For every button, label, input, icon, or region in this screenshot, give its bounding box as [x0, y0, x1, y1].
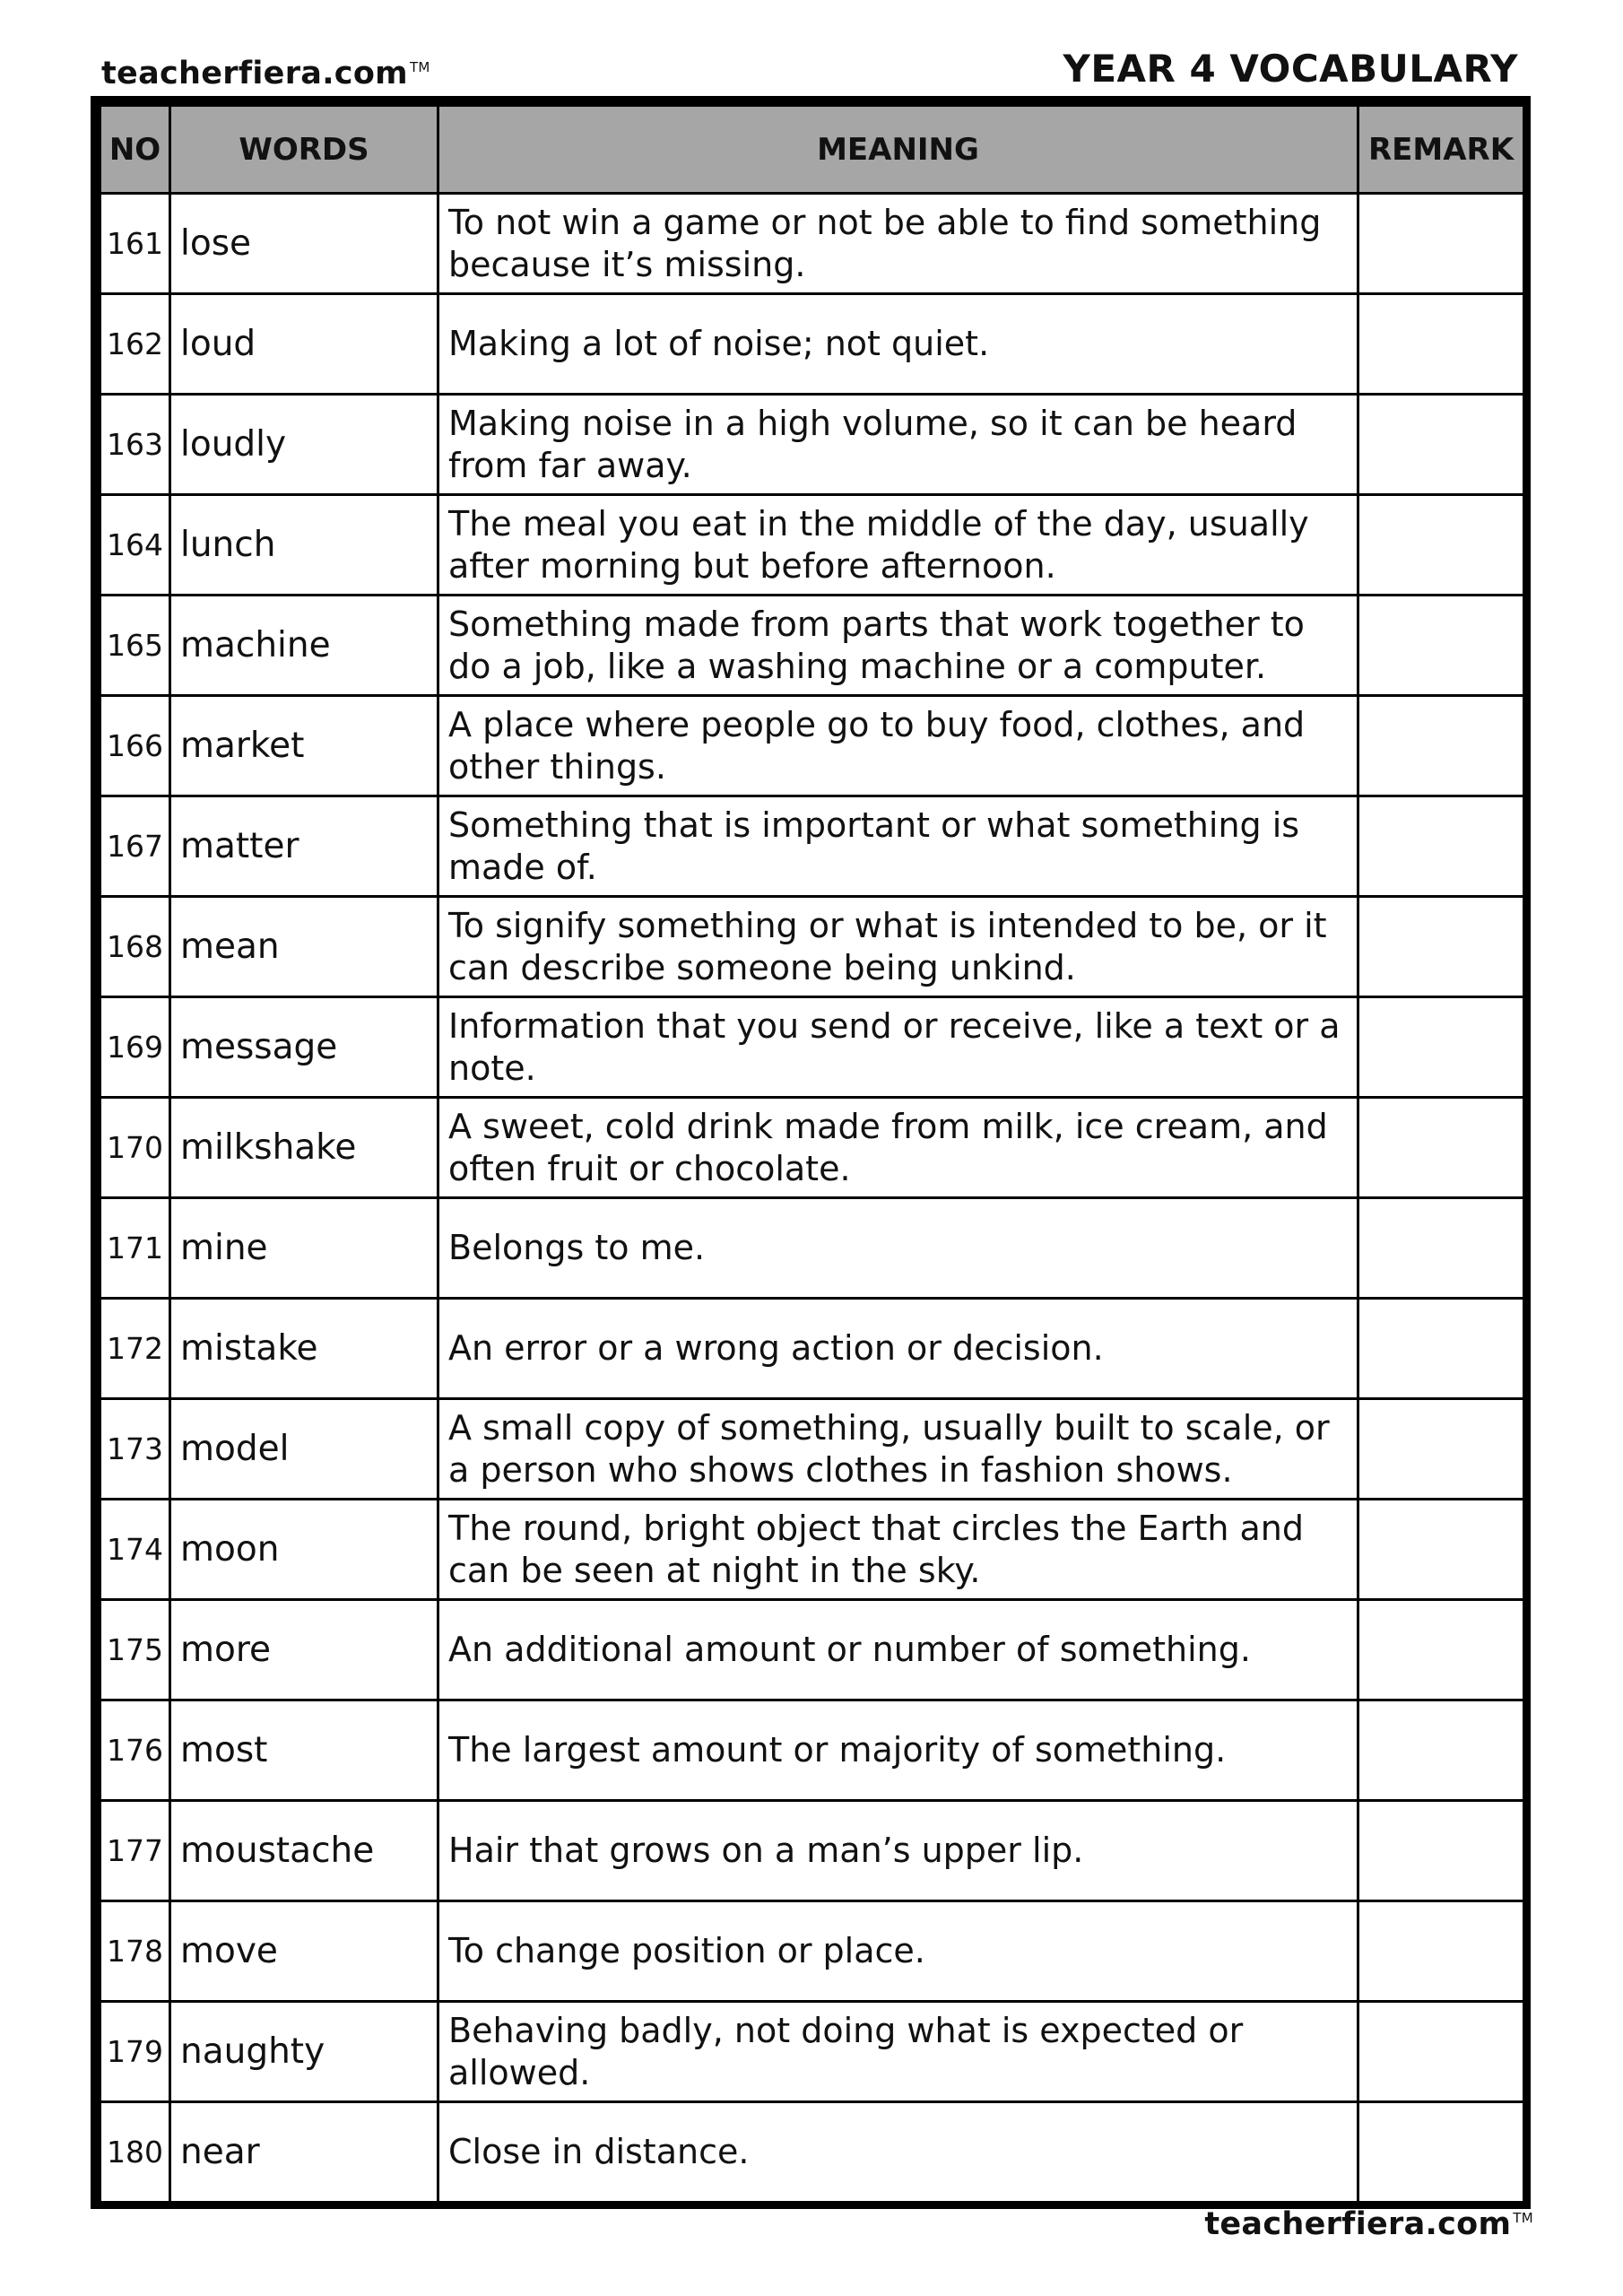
table-header-row — [100, 106, 1524, 194]
remark-cell[interactable] — [1358, 1700, 1524, 1801]
word-meaning: A sweet, cold drink made from milk, ice cream, and often fruit or chocolate. — [438, 1098, 1358, 1198]
brand-name: teacherfiera.com — [1204, 2206, 1512, 2242]
remark-cell[interactable] — [1358, 395, 1524, 495]
row-number: 179 — [100, 2002, 170, 2102]
vocabulary-word: naughty — [170, 2002, 438, 2102]
table-row — [100, 796, 1524, 897]
remark-cell[interactable] — [1358, 1399, 1524, 1500]
vocabulary-word: mine — [170, 1198, 438, 1299]
word-meaning: Hair that grows on a man’s upper lip. — [438, 1801, 1358, 1901]
word-meaning: To change position or place. — [438, 1901, 1358, 2002]
remark-cell[interactable] — [1358, 596, 1524, 696]
table-row — [100, 1700, 1524, 1801]
remark-cell[interactable] — [1358, 1801, 1524, 1901]
table-row — [100, 1901, 1524, 2002]
word-meaning: An additional amount or number of something. — [438, 1600, 1358, 1700]
table-row — [100, 1600, 1524, 1700]
table-row — [100, 294, 1524, 395]
remark-cell[interactable] — [1358, 997, 1524, 1098]
remark-cell[interactable] — [1358, 194, 1524, 294]
word-meaning: Something that is important or what something is made of. — [438, 796, 1358, 897]
brand-logo-bottom — [1204, 2206, 1533, 2242]
table-row — [100, 2102, 1524, 2203]
table-row — [100, 696, 1524, 796]
row-number: 169 — [100, 997, 170, 1098]
brand-name: teacherfiera.com — [101, 56, 408, 91]
column-header-remark: REMARK — [1358, 106, 1524, 194]
table-row — [100, 194, 1524, 294]
vocabulary-word: mistake — [170, 1299, 438, 1399]
word-meaning: The largest amount or majority of something. — [438, 1700, 1358, 1801]
row-number: 163 — [100, 395, 170, 495]
row-number: 161 — [100, 194, 170, 294]
table-row — [100, 2002, 1524, 2102]
brand-logo-top — [101, 56, 430, 91]
row-number: 171 — [100, 1198, 170, 1299]
table-row — [100, 1198, 1524, 1299]
vocabulary-word: near — [170, 2102, 438, 2203]
remark-cell[interactable] — [1358, 796, 1524, 897]
remark-cell[interactable] — [1358, 1600, 1524, 1700]
word-meaning: To signify something or what is intended to be, or it can describe someone being unkind. — [438, 897, 1358, 997]
table-row — [100, 1801, 1524, 1901]
vocabulary-word: mean — [170, 897, 438, 997]
row-number: 172 — [100, 1299, 170, 1399]
vocabulary-word: move — [170, 1901, 438, 2002]
trademark-mark: TM — [409, 59, 430, 76]
remark-cell[interactable] — [1358, 2102, 1524, 2203]
vocabulary-word: market — [170, 696, 438, 796]
vocabulary-word: message — [170, 997, 438, 1098]
word-meaning: Making a lot of noise; not quiet. — [438, 294, 1358, 395]
remark-cell[interactable] — [1358, 294, 1524, 395]
word-meaning: Close in distance. — [438, 2102, 1358, 2203]
column-header-meaning: MEANING — [438, 106, 1358, 194]
row-number: 170 — [100, 1098, 170, 1198]
vocabulary-word: loudly — [170, 395, 438, 495]
table-row — [100, 596, 1524, 696]
row-number: 168 — [100, 897, 170, 997]
vocabulary-word: lunch — [170, 495, 438, 596]
table-row — [100, 395, 1524, 495]
page-title: YEAR 4 VOCABULARY — [1063, 47, 1518, 91]
table-row — [100, 495, 1524, 596]
row-number: 178 — [100, 1901, 170, 2002]
remark-cell[interactable] — [1358, 1299, 1524, 1399]
word-meaning: Making noise in a high volume, so it can be heard from far away. — [438, 395, 1358, 495]
table-row — [100, 1500, 1524, 1600]
column-header-no: NO — [100, 106, 170, 194]
vocabulary-word: loud — [170, 294, 438, 395]
row-number: 177 — [100, 1801, 170, 1901]
vocabulary-word: moustache — [170, 1801, 438, 1901]
word-meaning: Belongs to me. — [438, 1198, 1358, 1299]
remark-cell[interactable] — [1358, 1198, 1524, 1299]
table-row — [100, 897, 1524, 997]
word-meaning: The meal you eat in the middle of the day, usually after morning but before afternoon. — [438, 495, 1358, 596]
row-number: 166 — [100, 696, 170, 796]
row-number: 176 — [100, 1700, 170, 1801]
word-meaning: A small copy of something, usually built to scale, or a person who shows clothes in fashion shows. — [438, 1399, 1358, 1500]
vocabulary-table-frame — [91, 96, 1531, 2209]
column-header-words: WORDS — [170, 106, 438, 194]
vocabulary-word: more — [170, 1600, 438, 1700]
trademark-mark: TM — [1513, 2210, 1533, 2227]
row-number: 167 — [100, 796, 170, 897]
row-number: 164 — [100, 495, 170, 596]
word-meaning: A place where people go to buy food, clothes, and other things. — [438, 696, 1358, 796]
row-number: 174 — [100, 1500, 170, 1600]
vocabulary-word: machine — [170, 596, 438, 696]
remark-cell[interactable] — [1358, 696, 1524, 796]
vocabulary-word: milkshake — [170, 1098, 438, 1198]
remark-cell[interactable] — [1358, 1500, 1524, 1600]
word-meaning: Something made from parts that work together to do a job, like a washing machine or a computer. — [438, 596, 1358, 696]
remark-cell[interactable] — [1358, 1901, 1524, 2002]
word-meaning: The round, bright object that circles the Earth and can be seen at night in the sky. — [438, 1500, 1358, 1600]
remark-cell[interactable] — [1358, 2002, 1524, 2102]
table-row — [100, 997, 1524, 1098]
vocabulary-word: matter — [170, 796, 438, 897]
row-number: 180 — [100, 2102, 170, 2203]
word-meaning: Behaving badly, not doing what is expected or allowed. — [438, 2002, 1358, 2102]
row-number: 173 — [100, 1399, 170, 1500]
remark-cell[interactable] — [1358, 1098, 1524, 1198]
remark-cell[interactable] — [1358, 897, 1524, 997]
word-meaning: Information that you send or receive, like a text or a note. — [438, 997, 1358, 1098]
table-row — [100, 1299, 1524, 1399]
row-number: 162 — [100, 294, 170, 395]
row-number: 165 — [100, 596, 170, 696]
vocabulary-word: model — [170, 1399, 438, 1500]
remark-cell[interactable] — [1358, 495, 1524, 596]
table-row — [100, 1098, 1524, 1198]
vocabulary-table — [99, 104, 1525, 2204]
word-meaning: An error or a wrong action or decision. — [438, 1299, 1358, 1399]
table-row — [100, 1399, 1524, 1500]
vocabulary-word: lose — [170, 194, 438, 294]
vocabulary-word: moon — [170, 1500, 438, 1600]
row-number: 175 — [100, 1600, 170, 1700]
word-meaning: To not win a game or not be able to find something because it’s missing. — [438, 194, 1358, 294]
vocabulary-word: most — [170, 1700, 438, 1801]
